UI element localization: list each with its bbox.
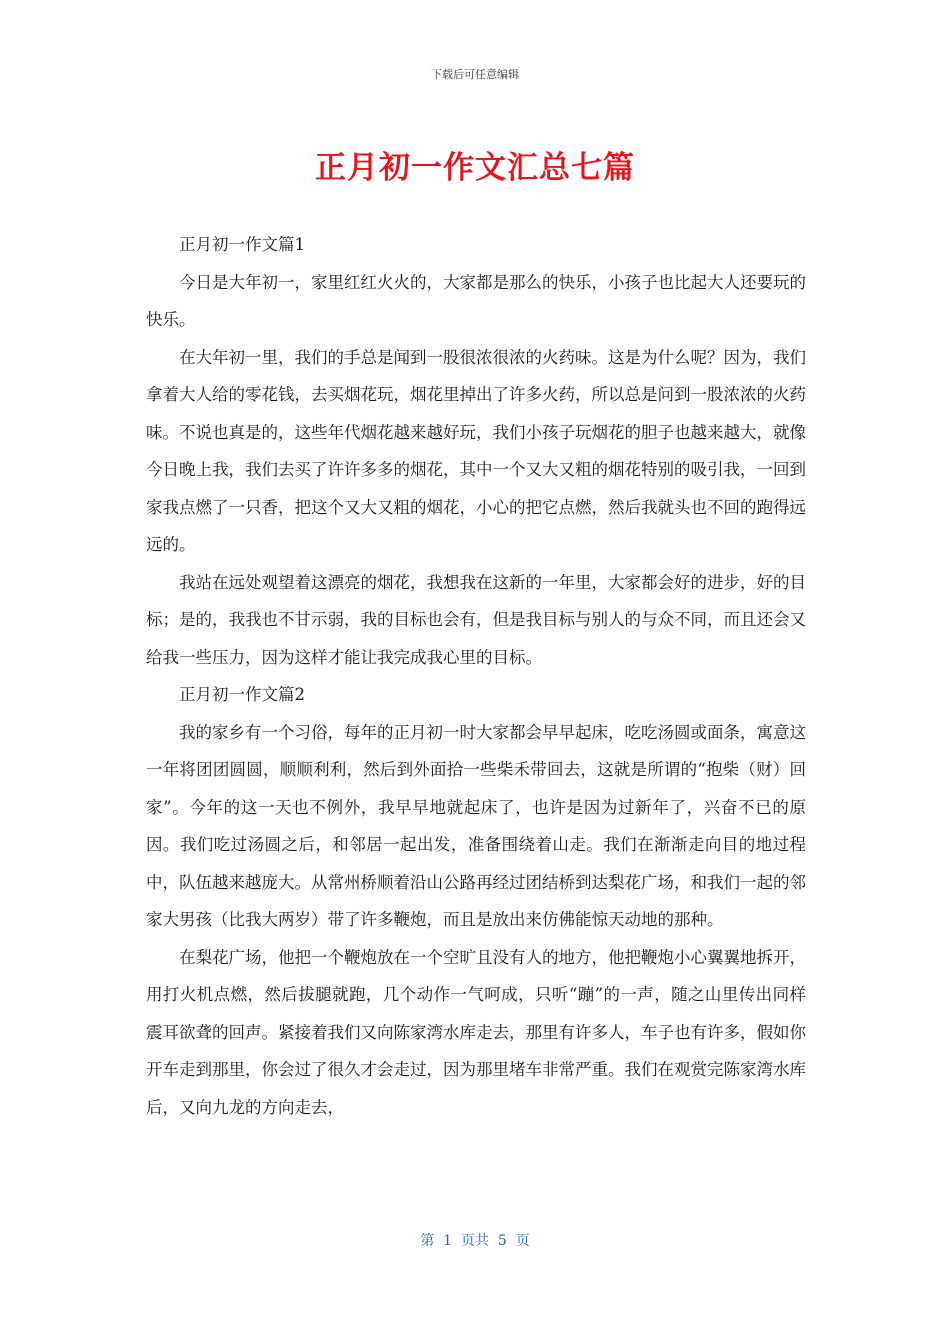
page-header-note: 下载后可任意编辑 xyxy=(431,68,519,81)
paragraph: 在梨花广场，他把一个鞭炮放在一个空旷且没有人的地方，他把鞭炮小心翼翼地拆开，用打火机点燃，然后拔腿就跑，几个动作一气呵成，只听“蹦”的一声，随之山里传出同样震耳欲聋的回声。紧接着我们又向陈家湾水库走去，那里有许多人，车子也有许多，假如你开车走到那里，你会过了很久才会走过，因为那里堵车非常严重。我们在观赏完陈家湾水库后，又向九龙的方向走去， xyxy=(146,947,806,1117)
document-title: 正月初一作文汇总七篇 xyxy=(315,150,635,186)
document-body xyxy=(146,226,806,1126)
paragraph: 我站在远处观望着这漂亮的烟花，我想我在这新的一年里，大家都会好的进步，好的目标；是的，我我也不甘示弱，我的目标也会有，但是我目标与别人的与众不同，而且还会又给我一些压力，因为这样才能让我完成我心里的目标。 xyxy=(146,572,806,667)
paragraph: 我的家乡有一个习俗，每年的正月初一时大家都会早早起床，吃吃汤圆或面条，寓意这一年将团团圆圆，顺顺利利，然后到外面拾一些柴禾带回去，这就是所谓的“抱柴（财）回家”。今年的这一天也不例外，我早早地就起床了，也许是因为过新年了，兴奋不已的原因。我们吃过汤圆之后，和邻居一起出发，准备围绕着山走。我们在渐渐走向目的地过程中，队伍越来越庞大。从常州桥顺着沿山公路再经过团结桥到达梨花广场，和我们一起的邻家大男孩（比我大两岁）带了许多鞭炮，而且是放出来仿佛能惊天动地的那种。 xyxy=(146,722,806,929)
section-heading-1: 正月初一作文篇1 xyxy=(179,235,305,254)
paragraph: 在大年初一里，我们的手总是闻到一股很浓很浓的火药味。这是为什么呢？因为，我们拿着大人给的零花钱，去买烟花玩，烟花里掉出了许多火药，所以总是问到一股浓浓的火药味。不说也真是的，这些年代烟花越来越好玩，我们小孩子玩烟花的胆子也越来越大，就像今日晚上我，我们去买了许许多多的烟花，其中一个又大又粗的烟花特别的吸引我，一回到家我点燃了一只香，把这个又大又粗的烟花，小心的把它点燃，然后我就头也不回的跑得远远的。 xyxy=(146,347,806,554)
paragraph: 今日是大年初一，家里红红火火的，大家都是那么的快乐，小孩子也比起大人还要玩的快乐。 xyxy=(146,272,806,329)
page-number-footer: 第 1 页共 5 页 xyxy=(420,1233,530,1249)
section-heading-2: 正月初一作文篇2 xyxy=(179,685,305,704)
